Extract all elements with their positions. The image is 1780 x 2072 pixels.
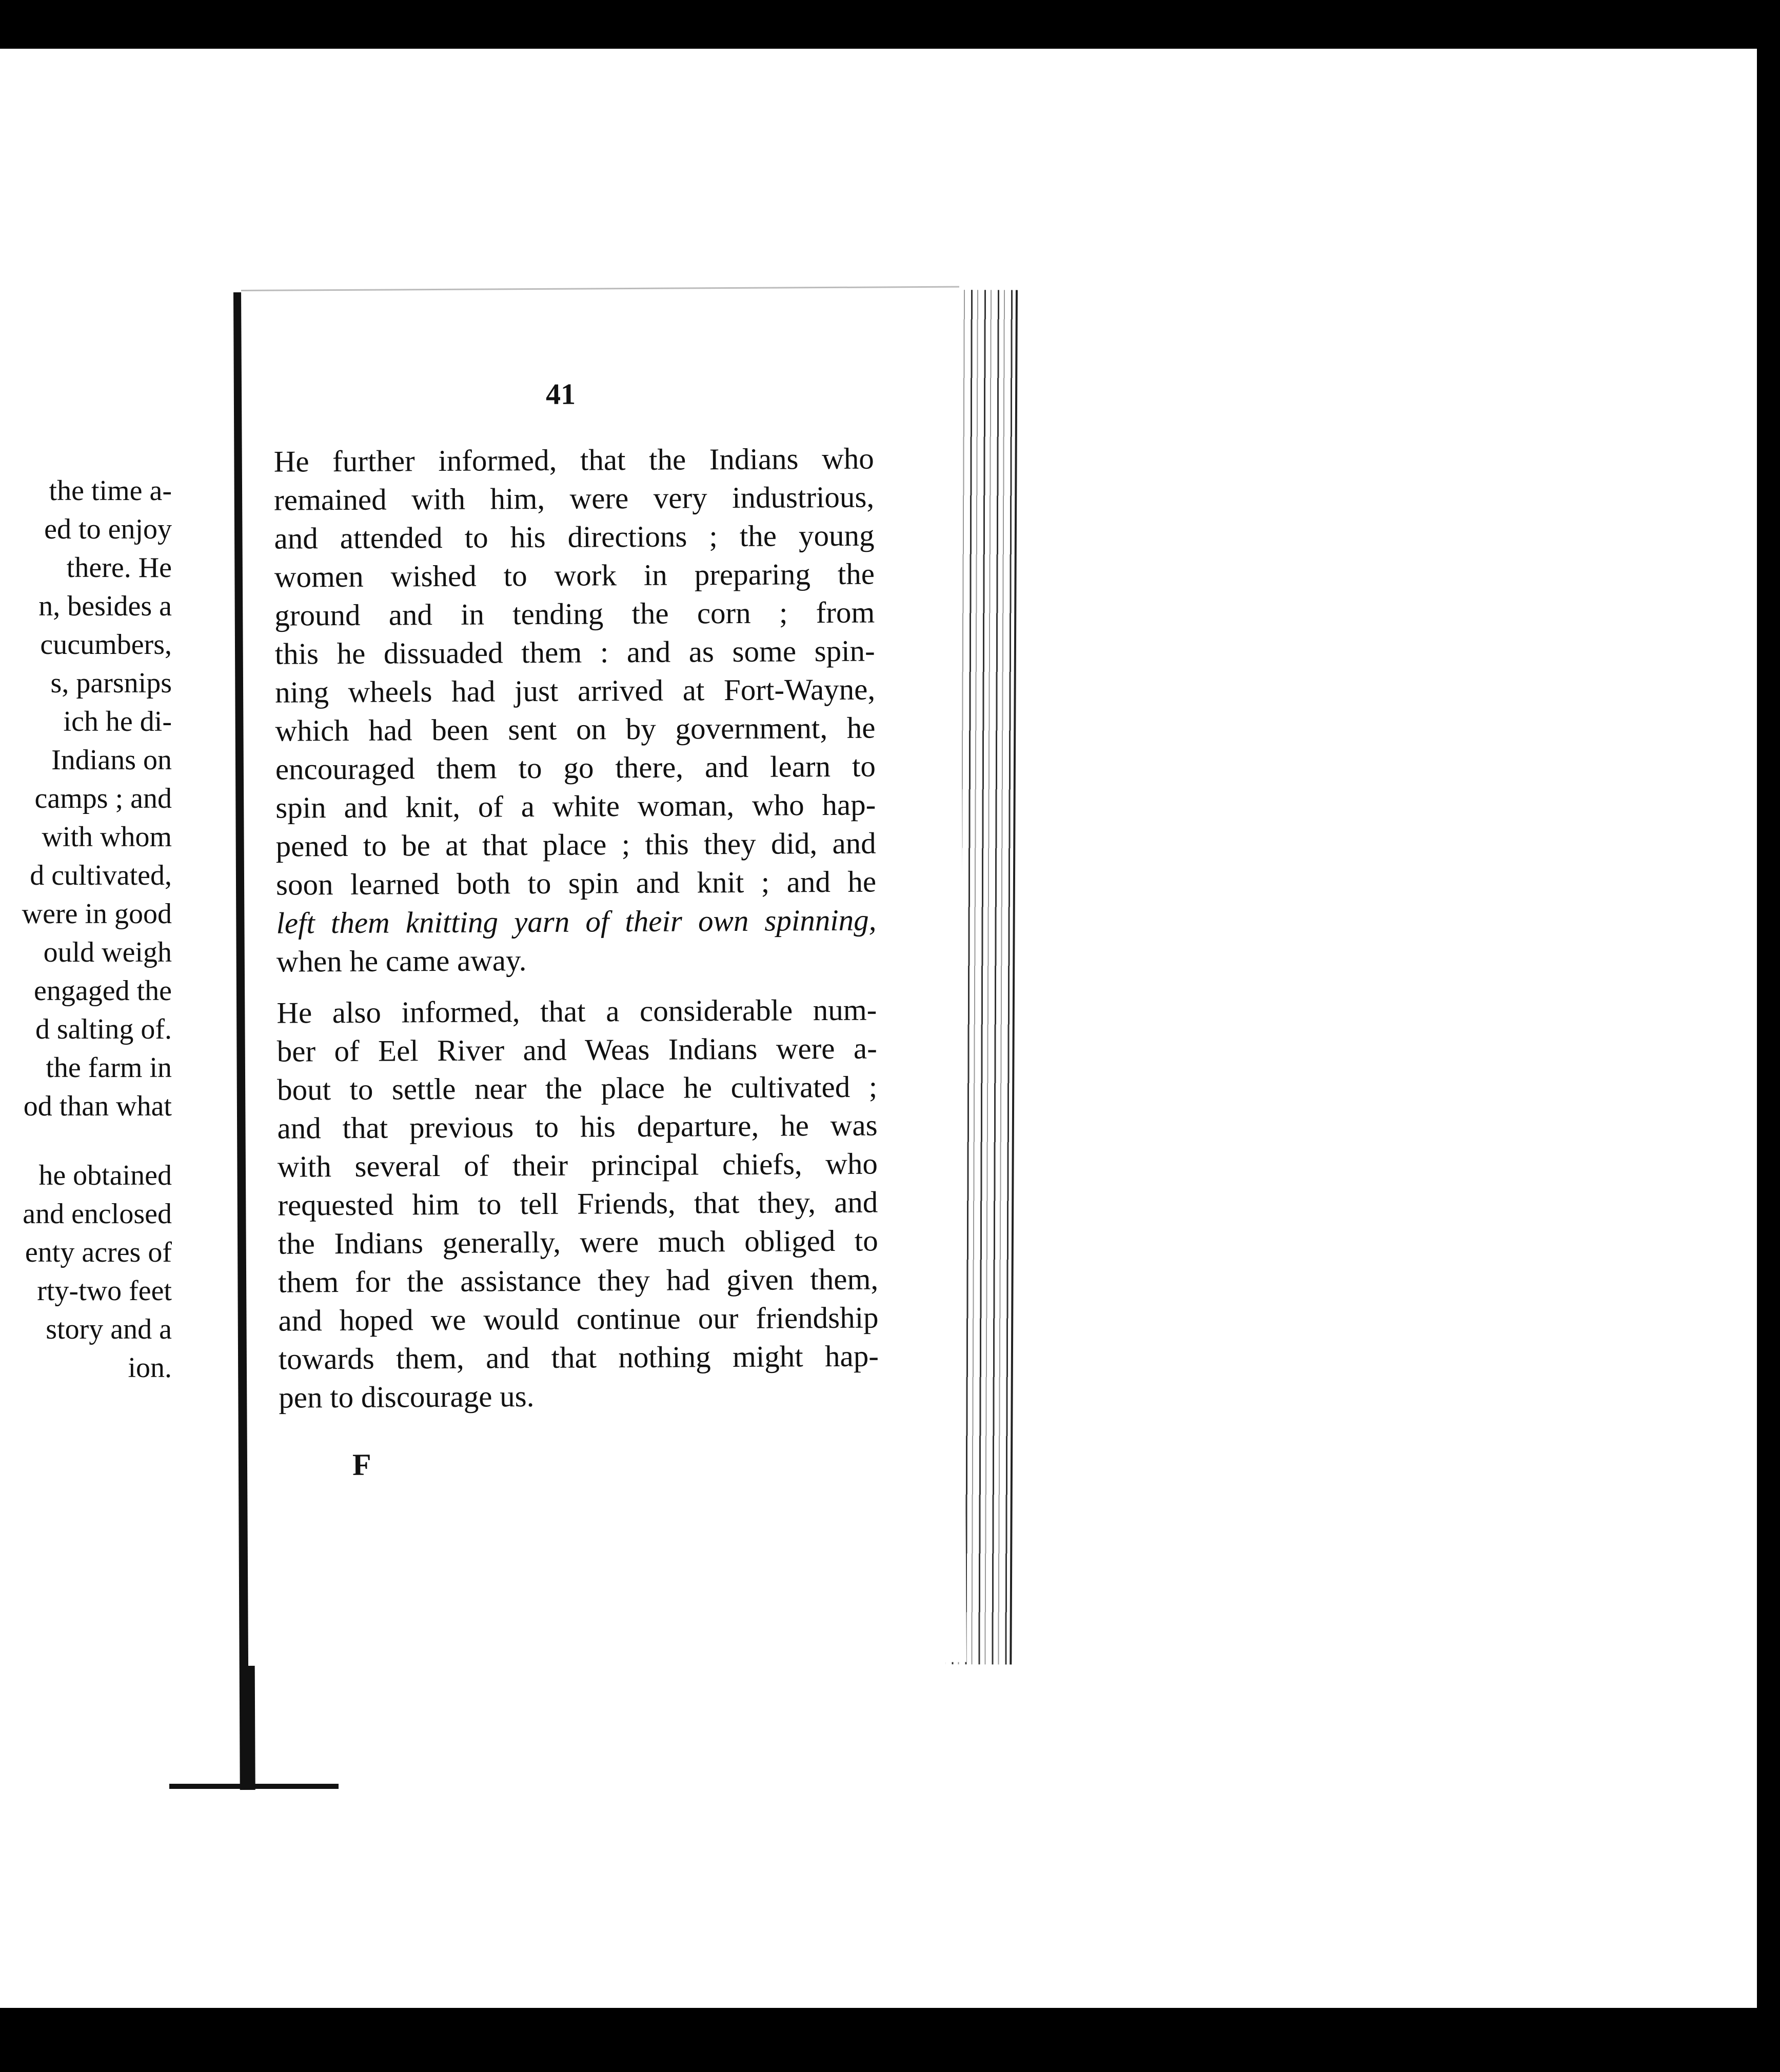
text-line: this he dissuaded them : and as some spin-: [274, 633, 875, 671]
left-line: engaged the: [34, 975, 172, 1007]
paragraph-2: [276, 991, 879, 1417]
left-line: ed to enjoy: [44, 513, 172, 545]
text-line: with several of their principal chiefs, who: [277, 1146, 878, 1184]
text-line: pened to be at that place ; this they did, and: [275, 826, 876, 863]
signature-mark: F: [352, 1447, 371, 1482]
left-line: and enclosed: [23, 1198, 172, 1230]
text-line: remained with him, were very industrious,: [273, 480, 875, 517]
text-line: and attended to his directions ; the young: [274, 518, 875, 555]
left-line: cucumbers,: [40, 629, 172, 661]
left-line: the time a-: [49, 475, 172, 507]
text-line: them for the assistance they had given them,: [278, 1262, 879, 1299]
left-line: s, parsnips: [50, 667, 172, 699]
text-line: when he came away.: [276, 943, 527, 979]
text-line: and hoped we would continue our friendship: [278, 1300, 879, 1338]
text-line: pen to discourage us.: [279, 1379, 535, 1414]
text-line: the Indians generally, were much obliged to: [278, 1223, 878, 1261]
left-line: with whom: [42, 821, 172, 853]
left-line: camps ; and: [34, 783, 172, 814]
left-page-text: [22, 472, 172, 1387]
left-line: n, besides a: [38, 590, 172, 622]
left-line: od than what: [23, 1090, 172, 1122]
text-line: and that previous to his departure, he was: [277, 1108, 878, 1145]
right-page: [241, 286, 966, 1666]
left-line: d salting of.: [35, 1013, 172, 1045]
left-line: ould weigh: [43, 937, 172, 968]
left-line: Indians on: [51, 744, 172, 776]
text-line: towards them, and that nothing might hap-: [278, 1339, 879, 1376]
text-line: women wished to work in preparing the: [274, 556, 875, 594]
left-line: ich he di-: [63, 706, 172, 738]
text-line: spin and knit, of a white woman, who hap-: [275, 787, 876, 825]
spine-foot-shadow: [169, 1784, 339, 1789]
left-line: there. He: [66, 552, 172, 584]
text-line: ning wheels had just arrived at Fort-Wayne,: [274, 672, 876, 709]
text-line: requested him to tell Friends, that they, and: [278, 1185, 878, 1222]
text-line: He further informed, that the Indians who: [273, 441, 874, 479]
text-line: soon learned both to spin and knit ; and he: [275, 864, 877, 902]
left-page: [0, 297, 241, 2005]
paragraph-1: [274, 440, 877, 981]
italic-text-line: left them knitting yarn of their own spinning,: [276, 903, 877, 940]
left-line: story and a: [46, 1313, 172, 1345]
left-line: the farm in: [46, 1052, 172, 1084]
page-number: 41: [545, 377, 576, 411]
text-line: which had been sent on by government, he: [275, 710, 876, 748]
text-line: He also informed, that a considerable num-: [276, 992, 877, 1030]
text-line: ground and in tending the corn ; from: [274, 595, 875, 632]
left-line: enty acres of: [25, 1237, 172, 1268]
paragraph-gap: [22, 1126, 172, 1157]
left-line: rty-two feet: [37, 1275, 172, 1307]
left-line: ion.: [128, 1352, 172, 1384]
left-line: d cultivated,: [30, 860, 172, 891]
text-line: encouraged them to go there, and learn to: [275, 749, 876, 786]
left-line: were in good: [22, 898, 172, 930]
text-line: bout to settle near the place he cultivated ;: [276, 1069, 878, 1107]
left-line: he obtained: [38, 1160, 172, 1191]
text-line: ber of Eel River and Weas Indians were a-: [276, 1031, 877, 1068]
